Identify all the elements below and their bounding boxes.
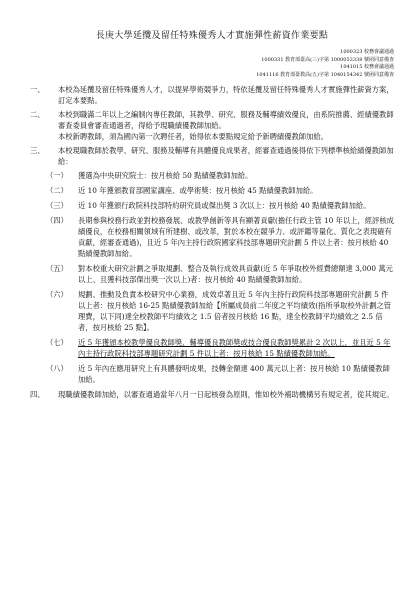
document-title: 長庚大學延攬及留任特殊優秀人才實施彈性薪資作業要點 bbox=[95, 31, 329, 41]
subitem-2 bbox=[30, 185, 394, 196]
subitem-text: 近 5 年內在應用研究上有具體發明成果，技轉金額達 400 萬元以上者：按月核給 10 點績優教師加給。 bbox=[78, 364, 390, 385]
history-line: 1000323 校務會議通過 bbox=[340, 49, 394, 55]
article-number: 三、 bbox=[30, 146, 45, 156]
subitem-4 bbox=[30, 215, 394, 259]
subitem-number: （四） bbox=[46, 216, 68, 226]
subitem-text: 規劃、推動及負責本校研究中心業務，成效卓著且近 5 年內主持行政院科技部專題研究計劃 5 件以上者：按月核給 16-25 點績優教師加給【所屬成員前二年度之平均績效(指所爭取校外計劃之管理費，以下同)達全校教師平均績效之 1.5 倍者按月核給 16 點，達全校教師平均績效之 2.5 倍者，按月核給 25 點】。 bbox=[78, 290, 392, 333]
subitem-number: （六） bbox=[46, 290, 68, 300]
subitem-8 bbox=[30, 363, 394, 385]
approval-history bbox=[30, 49, 394, 79]
subitem-text: 近 10 年獲頒教育部國家講座、或學術獎：按月核給 45 點績優教師加給。 bbox=[78, 186, 318, 196]
subitem-3 bbox=[30, 200, 394, 211]
article-2 bbox=[30, 109, 394, 142]
subitem-number: （二） bbox=[46, 186, 68, 196]
subitem-1 bbox=[30, 170, 394, 181]
history-line: 1000331 教育部臺高(三)字第 1000053338 號函同意備查 bbox=[261, 56, 394, 63]
article-number: 二、 bbox=[30, 110, 45, 120]
article-text: 本校現職教師於教學、研究、服務及輔導有具體優良成果者，經審查通過後得依下列標準核給績優教師加給： bbox=[58, 146, 394, 167]
article-paragraph: 本校新聘教師，須為國內第一次聘任者，始得依本要點規定給予新聘績優教師加給。 bbox=[58, 132, 328, 142]
subitem-number: （五） bbox=[46, 264, 68, 274]
subitem-7 bbox=[30, 337, 394, 359]
subitem-number: （一） bbox=[46, 171, 68, 181]
subitem-text: 近 5 年獲頒本校教學優良教師獎、輔導優良教師獎或技合優良教師獎累計 2 次以上，並且近 5 年內主持行政院科技部專題研究計劃 5 件以上者：按月核給 15 點績優教師加給。 bbox=[78, 338, 391, 359]
subitem-number: （三） bbox=[46, 201, 68, 211]
article-number: 四、 bbox=[30, 390, 45, 400]
article-text: 現職績優教師加給，以審查通過當年八月一日起核發為原則，惟如校外補助機構另有規定者，從其規定。 bbox=[58, 390, 394, 400]
article-text: 本校為延攬及留任特殊優秀人才，以提昇學術競爭力，特依延攬及留任特殊優秀人才實施彈性薪資方案，訂定本要點。 bbox=[58, 85, 394, 106]
subitem-text: 對本校重大研究計劃之爭取規劃、整合及執行成效具貢獻(近 5 年爭取校外經費總額達 3,000 萬元以上、且獲科技部傑出獎一次以上)者：按月核給 40 點績優教師加給。 bbox=[78, 264, 393, 285]
history-line: 1041015 校務會議通過 bbox=[340, 64, 394, 71]
article-3 bbox=[30, 145, 394, 167]
subitem-5 bbox=[30, 263, 394, 285]
article-number: 一、 bbox=[30, 85, 45, 95]
subitem-number: （八） bbox=[46, 364, 68, 374]
subitem-number: （七） bbox=[46, 338, 68, 348]
article-1 bbox=[30, 84, 394, 106]
article-text: 本校到職滿二年以上之編制內專任教師，其教學、研究、服務及輔導績效優良，由系院推薦、經績優教師審查委員會審查通過者，得給予現職績優教師加給。 bbox=[58, 110, 394, 131]
subitem-text: 獲選為中央研究院士：按月核給 50 點績優教師加給。 bbox=[78, 171, 253, 181]
subitem-6 bbox=[30, 289, 394, 333]
history-line: 1041116 教育部臺教高(五)字第 1040154342 號函同意備查 bbox=[256, 71, 394, 78]
article-4 bbox=[30, 389, 394, 400]
subitem-text: 長期參與校務行政並對校務發展、或教學創新等具有顯著貢獻(擔任行政主管 10 年以上，經評核成績優良，在校務相關領域有所建樹、或改革，對於本校在競爭力、或評鑑等量化、質化之表現確有貢獻，經審查通過)，且近 5 年內主持行政院國家科技部專題研究計劃 5 件以上者：按月核給 40 點績優教師加給。 bbox=[78, 216, 394, 259]
subitem-text: 近 10 年獲頒行政院科技部特約研究員或傑出獎 3 次以上：按月核給 40 點績優教師加給。 bbox=[78, 201, 371, 211]
